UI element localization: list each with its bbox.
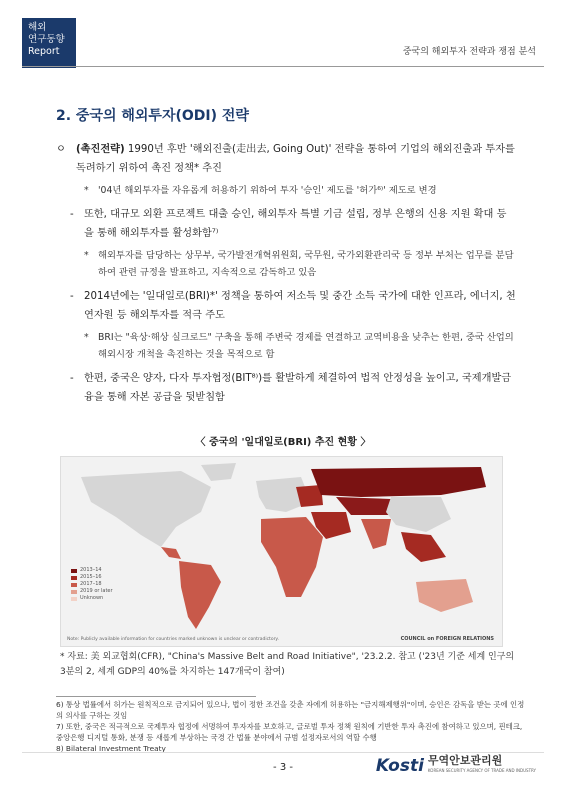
sub-note	[56, 329, 516, 363]
running-header: 중국의 해외투자 전략과 쟁점 분석	[402, 47, 536, 57]
kosti-logo	[376, 756, 536, 776]
footnote: 7) 또한, 중국은 적극적으로 국제투자 협정에 서명하여 투자자를 보호하고, 글로벌 투자 정책 원칙에 기반한 투자 촉진에 참여하고 있으며, 핀테크, 중앙은행 디지털 통화, 분쟁 등 새롭게 부상하는 국경 간 법률 분야에서 규범 설정자로서의 역할 수행	[56, 722, 523, 742]
star-marker: *	[84, 250, 89, 261]
sub-note	[56, 182, 516, 199]
note-text: '04년 해외투자를 자유롭게 허용하기 위하여 투자 '승인' 제도를 '허가⁶⁾' 제도로 변경	[98, 185, 437, 196]
legend-item	[71, 595, 113, 602]
page-number: - 3 -	[273, 762, 293, 773]
note-text: BRI는 "육상·해상 실크로드" 구축을 통해 주변국 경제를 연결하고 교역비용을 낮추는 한편, 중국 산업의 해외시장 개척을 촉진하는 것을 목적으로 함	[98, 332, 514, 360]
legend-label: 2013–14	[80, 567, 102, 573]
dash-text: 2014년에는 '일대일로(BRI)*' 정책을 통하여 저소득 및 중간 소득 국가에 대한 인프라, 에너지, 천연자원 등 해외투자를 적극 주도	[84, 291, 516, 321]
map-legend	[71, 567, 113, 602]
legend-item	[71, 581, 113, 588]
badge-line: 연구동향	[28, 34, 65, 45]
sub-note	[56, 247, 516, 281]
legend-label: Unknown	[80, 595, 104, 601]
legend-item	[71, 588, 113, 595]
logo-text-block	[428, 756, 536, 776]
dash-text: 한편, 중국은 양자, 다자 투자협정(BIT⁸⁾)를 활발하게 체결하여 법적 안정성을 높이고, 국제개발금융을 통해 자본 공급을 뒷받침함	[84, 373, 512, 403]
badge-line: 해외	[28, 22, 47, 33]
legend-item	[71, 574, 113, 581]
figure-caption: 〈 중국의 '일대일로(BRI) 추진 현황 〉	[195, 437, 371, 448]
footer-divider	[22, 752, 544, 753]
footnote: 8) Bilateral Investment Treaty	[56, 744, 166, 753]
report-badge	[22, 18, 76, 68]
section-title: 2. 중국의 해외투자(ODI) 전략	[56, 108, 249, 124]
figure-source: * 자료: 美 외교협회(CFR), "China's Massive Belt and Road Initiative", '23.2.2. 참고 ('23년 기준 세계 인구의 3분의 2, 세계 GDP의 40%를 차지하는 147개국이 참여)	[60, 652, 515, 677]
map-note: Note: Publicly available information for countries marked unknown is unclear or contradictory.	[67, 637, 279, 642]
circle-bullet-marker: ㅇ	[56, 144, 66, 155]
logo-korean-name: 무역안보관리원	[427, 754, 503, 767]
star-marker: *	[84, 185, 89, 196]
legend-swatch	[71, 569, 77, 573]
dash-item	[56, 287, 516, 325]
dash-item	[56, 369, 516, 407]
dash-marker: -	[70, 291, 74, 302]
cfr-credit: COUNCIL on FOREIGN RELATIONS	[400, 636, 494, 642]
legend-swatch	[71, 590, 77, 594]
legend-item	[71, 567, 113, 574]
dash-item	[56, 205, 516, 243]
logo-english-name: KOREAN SECURITY AGENCY OF TRADE AND INDUSTRY	[427, 768, 536, 773]
bullet-bold-lead: (촉진전략)	[76, 144, 125, 155]
body-content	[56, 140, 516, 409]
footnote: 6) 통상 법률에서 허가는 원칙적으로 금지되어 있으나, 법이 정한 조건을 갖춘 자에게 허용하는 "금지해제행위"이며, 승인은 감독을 받는 곳에 인정의 의사를 구하는 것임	[56, 700, 525, 720]
main-bullet	[56, 140, 516, 178]
bullet-text: 1990년 후반 '해외진출(走出去, Going Out)' 전략을 통하여 기업의 해외진출과 투자를 독려하기 위하여 촉진 정책* 추진	[76, 144, 515, 174]
footnote-divider	[56, 696, 256, 697]
legend-label: 2015–16	[80, 574, 102, 580]
legend-swatch	[71, 583, 77, 587]
dash-text: 또한, 대규모 외환 프로젝트 대출 승인, 해외투자 특별 기금 설립, 정부 은행의 신용 지원 확대 등을 통해 해외투자를 활성화함⁷⁾	[84, 209, 507, 239]
note-text: 해외투자를 담당하는 상무부, 국가발전개혁위원회, 국무원, 국가외환관리국 등 정부 부처는 업무를 분담하여 관련 규정을 발표하고, 지속적으로 감독하고 있음	[98, 250, 514, 278]
logo-wordmark: Kosti	[375, 756, 424, 776]
legend-swatch	[71, 597, 77, 601]
footnotes	[56, 699, 526, 754]
star-marker: *	[84, 332, 89, 343]
badge-line: Report	[28, 46, 60, 57]
world-map-graphic	[61, 457, 502, 646]
legend-label: 2017–18	[80, 581, 102, 587]
bri-world-map	[60, 456, 503, 647]
dash-marker: -	[70, 209, 74, 220]
header-divider	[22, 66, 544, 67]
legend-swatch	[71, 576, 77, 580]
dash-marker: -	[70, 373, 74, 384]
legend-label: 2019 or later	[80, 588, 113, 594]
